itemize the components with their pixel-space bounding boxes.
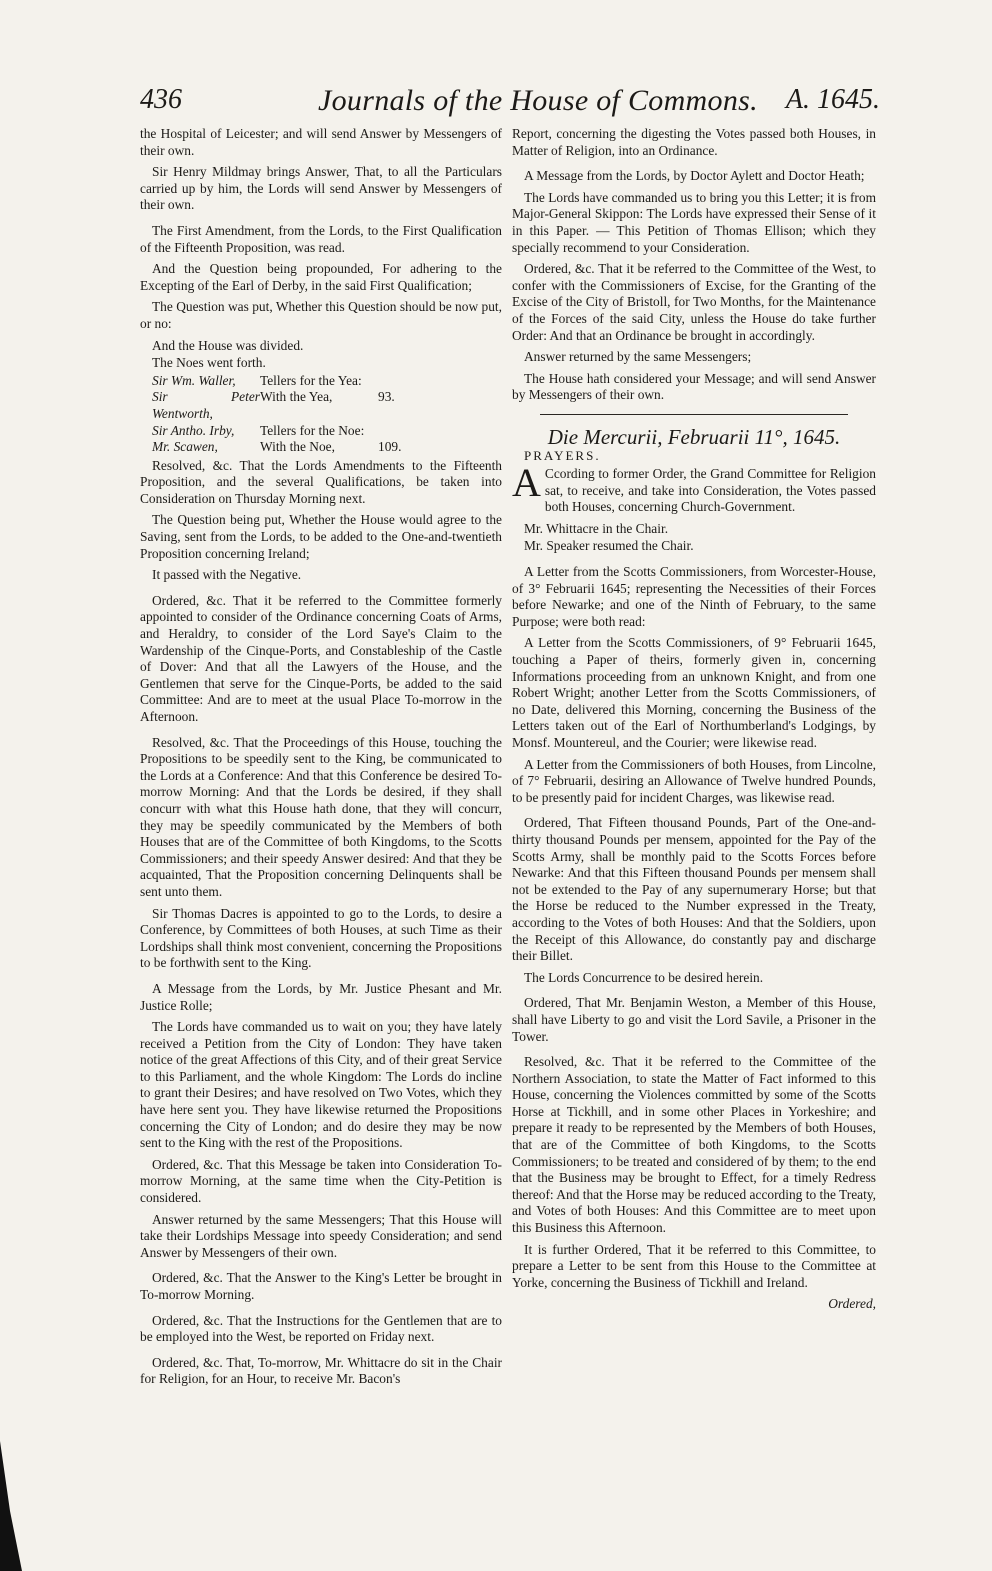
paragraph: A Message from the Lords, by Mr. Justice Phesant and Mr. Justice Rolle; xyxy=(140,980,502,1013)
paragraph: Ordered, &c. That the Instructions for the Gentlemen that are to be employed into the West, be reported on Friday next. xyxy=(140,1312,502,1345)
paragraph: Ordered, That Fifteen thousand Pounds, Part of the One-and-thirty thousand Pounds per mensem, appointed for the Pay of the Scotts Army, shall be monthly paid to the Scotts Forces before Newarke: And that this Fifteen thousand Pounds per mensem shall not be extended to the Pay of any supernumerary Horse; but that the Horse be reduced to the Number expressed in the Treaty, according to the Votes of both Houses: And that the Soldiers, upon the Receipt of this Allowance, do constantly pay and discharge their Billet. xyxy=(512,815,876,964)
right-column xyxy=(512,126,876,1313)
paragraph: Sir Thomas Dacres is appointed to go to the Lords, to desire a Conference, by Committees of both Houses, at such Time as their Lordships shall think most convenient, concerning the Propositions to be forthwith sent to the King. xyxy=(140,905,502,971)
section-divider xyxy=(540,414,848,415)
paragraph: Resolved, &c. That the Lords Amendments to the Fifteenth Proposition, and the several Qualifications, be taken into Consideration on Thursday Morning next. xyxy=(140,457,502,506)
opening-paragraph xyxy=(512,460,876,516)
paragraph: Mr. Speaker resumed the Chair. xyxy=(524,538,694,554)
left-column xyxy=(140,126,502,1393)
paragraph: The Question was put, Whether this Question should be now put, or no: xyxy=(140,299,502,331)
paragraph: Ordered, That Mr. Benjamin Weston, a Member of this House, shall have Liberty to go and visit the Lord Savile, a Prisoner in the Tower. xyxy=(512,995,876,1044)
paragraph: It is further Ordered, That it be referred to this Committee, to prepare a Letter to be sent from this House to the Committee at Yorke, concerning the Business of Tickhill and Ireland. xyxy=(512,1241,876,1290)
teller-count xyxy=(378,423,408,440)
paragraph: The Question being put, Whether the House would agree to the Saving, sent from the Lords, to be added to the One-and-twentieth Proposition concerning Ireland; xyxy=(140,512,502,561)
teller-role: With the Yea, xyxy=(260,389,333,405)
paragraph: The House hath considered your Message; and will send Answer by Messengers of their own. xyxy=(512,370,876,403)
page-corner-shadow xyxy=(0,1441,22,1571)
teller-row xyxy=(140,439,502,456)
running-header xyxy=(140,84,880,124)
paragraph-text: Ccording to former Order, the Grand Committee for Religion sat, to receive, and take into Consideration, the Votes passed both Houses, concerning Church-Government. xyxy=(544,466,876,515)
paragraph: Ordered, &c. That it be referred to the Committee formerly appointed to consider of the Ordinance concerning Coats of Arms, and Heraldry, to consider of the Lord Saye's Claim to the Wardenship of the Cinque-Ports, and Constableship of the Castle of Dover: And that all the Lawyers of the House, and the Gentlemen that serve for the Cinque-Ports, be added to the said Committee: And are to meet at the usual Place To-morrow in the Afternoon. xyxy=(140,592,502,724)
paragraph: Resolved, &c. That it be referred to the Committee of the Northern Association, to state the Matter of Fact informed to this House, concerning the Violences committed by some of the Scotts Horse at Tickhill, and in some other Places in Yorkeshire; and prepare it ready to be represented by the Members of both Houses, that are of the Committee of both Kingdoms, to the Scotts Commissioners; to be treated and considered of by them; to the end that the Business may be brought to Effect, for a timely Redress thereof: And that the Horse may be reduced according to the Treaty, and Votes of both Houses: And this Committee are to meet upon this Business this Afternoon. xyxy=(512,1054,876,1236)
teller-name: Sir Antho. Irby, xyxy=(152,422,235,438)
paragraph: the Hospital of Leicester; and will send Answer by Messengers of their own. xyxy=(140,126,502,158)
teller-count: 109. xyxy=(378,439,402,455)
journal-title: Journals of the House of Commons. xyxy=(318,84,758,117)
prayers-label: PRAYERS. xyxy=(524,447,601,463)
paragraph: Ordered, &c. That this Message be taken into Consideration To-morrow Morning, at the same time when the City-Petition is considered. xyxy=(140,1156,502,1206)
paragraph: And the Question being propounded, For adhering to the Excepting of the Earl of Derby, in the said First Qualification; xyxy=(140,261,502,293)
paragraph: And the House was divided. xyxy=(152,337,304,353)
paragraph: The Noes went forth. xyxy=(152,355,266,371)
teller-role: Tellers for the Noe: xyxy=(260,422,365,438)
paragraph: Ordered, &c. That it be referred to the Committee of the West, to confer with the Commissioners of Excise, for the Granting of the Excise of the City of Bristoll, for Two Months, for the Maintenance of the Forces of the said City, unless the House do take further Order: And that an Ordinance be brought in accordingly. xyxy=(512,261,876,343)
paragraph: The Lords Concurrence to be desired herein. xyxy=(524,969,764,985)
paragraph: Resolved, &c. That the Proceedings of this House, touching the Propositions to be speedily sent to the King, be communicated to the Lords at a Conference: And that this Conference be desired To-morrow Morning: And that the Lords be desired, if they shall concurr with what this House hath done, that they will concurr, they may be speedily communicated by the Members of both Houses that are of the Committee of both Kingdoms, to the Scotts Commissioners; and their speedy Answer desired: And that they be acquainted, That the Proposition concerning Delinquents shall be sent unto them. xyxy=(140,734,502,899)
teller-row xyxy=(140,389,502,422)
paragraph: Ordered, &c. That, To-morrow, Mr. Whittacre do sit in the Chair for Religion, for an Hour, to receive Mr. Bacon's xyxy=(140,1354,502,1387)
paragraph: Answer returned by the same Messengers; xyxy=(524,349,752,365)
teller-count: 93. xyxy=(378,389,395,405)
teller-row xyxy=(140,373,502,390)
teller-name: Sir Wm. Waller, xyxy=(152,372,236,388)
page-number: 436 xyxy=(140,84,182,115)
paragraph: A Letter from the Commissioners of both Houses, from Lincolne, of 7° Februarii, desiring an Allowance of Twelve hundred Pounds, to be presently paid for incident Charges, was likewise read. xyxy=(512,756,876,805)
paragraph: The Lords have commanded us to bring you this Letter; it is from Major-General Skippon: The Lords have expressed their Sense of it in this Paper. — This Petition of Thomas Ellison; which they specially recommend to your Consideration. xyxy=(512,189,876,255)
paragraph: Answer returned by the same Messengers; That this House will take their Lordships Message into speedy Consideration; and send Answer by Messengers of their own. xyxy=(140,1211,502,1260)
teller-count xyxy=(378,373,408,390)
paragraph: Report, concerning the digesting the Votes passed both Houses, in Matter of Religion, into an Ordinance. xyxy=(512,126,876,158)
paragraph: The Lords have commanded us to wait on you; they have lately received a Petition from the City of London: They have taken notice of the great Affections of this City, and of their great Service to this Parliament, and the whole Kingdom: The Lords do incline to grant their Desires; and have resolved on Two Votes, which they have here sent you. They have likewise returned the Propositions concerning the City of London; and do desire they may be now sent to the King with the rest of the Propositions. xyxy=(140,1019,502,1151)
teller-row xyxy=(140,423,502,440)
teller-name: Mr. Scawen, xyxy=(152,439,218,455)
tellers-table xyxy=(140,373,502,456)
paragraph: Sir Henry Mildmay brings Answer, That, to all the Particulars carried up by him, the Lords will send Answer by Messengers of their own. xyxy=(140,164,502,213)
paragraph: A Letter from the Scotts Commissioners, from Worcester-House, of 3° Februarii 1645; representing the Necessities of their Forces before Newarke; and one of the Ninth of February, to the same Purpose; were both read: xyxy=(512,564,876,629)
teller-role: With the Noe, xyxy=(260,439,335,455)
catchword: Ordered, xyxy=(828,1296,876,1312)
paragraph: A Letter from the Scotts Commissioners, of 9° Februarii 1645, touching a Paper of theirs, formerly given in, concerning Informations proceeding from an unknown Knight, and from one Robert Wright; another Letter from the Scotts Commissioners, of no Date, delivered this Morning, concerning the Business of the Letters taken out of the Earl of Northumberland's Lodgings, by Monsf. Mountereul, and the Courier; were likewise read. xyxy=(512,635,876,750)
header-year: A. 1645. xyxy=(785,84,880,115)
paragraph: A Message from the Lords, by Doctor Aylett and Doctor Heath; xyxy=(524,168,865,184)
teller-name: Sir Peter Wentworth, xyxy=(152,389,260,421)
day-heading: Die Mercurii, Februarii 11°, 1645. xyxy=(547,424,841,449)
paragraph: Ordered, &c. That the Answer to the King's Letter be brought in To-morrow Morning. xyxy=(140,1270,502,1302)
paragraph: It passed with the Negative. xyxy=(152,567,302,583)
paragraph: Mr. Whittacre in the Chair. xyxy=(524,520,669,536)
paragraph: The First Amendment, from the Lords, to the First Qualification of the Fifteenth Proposition, was read. xyxy=(140,222,502,255)
drop-cap: A xyxy=(512,460,541,506)
teller-role: Tellers for the Yea: xyxy=(260,372,362,388)
